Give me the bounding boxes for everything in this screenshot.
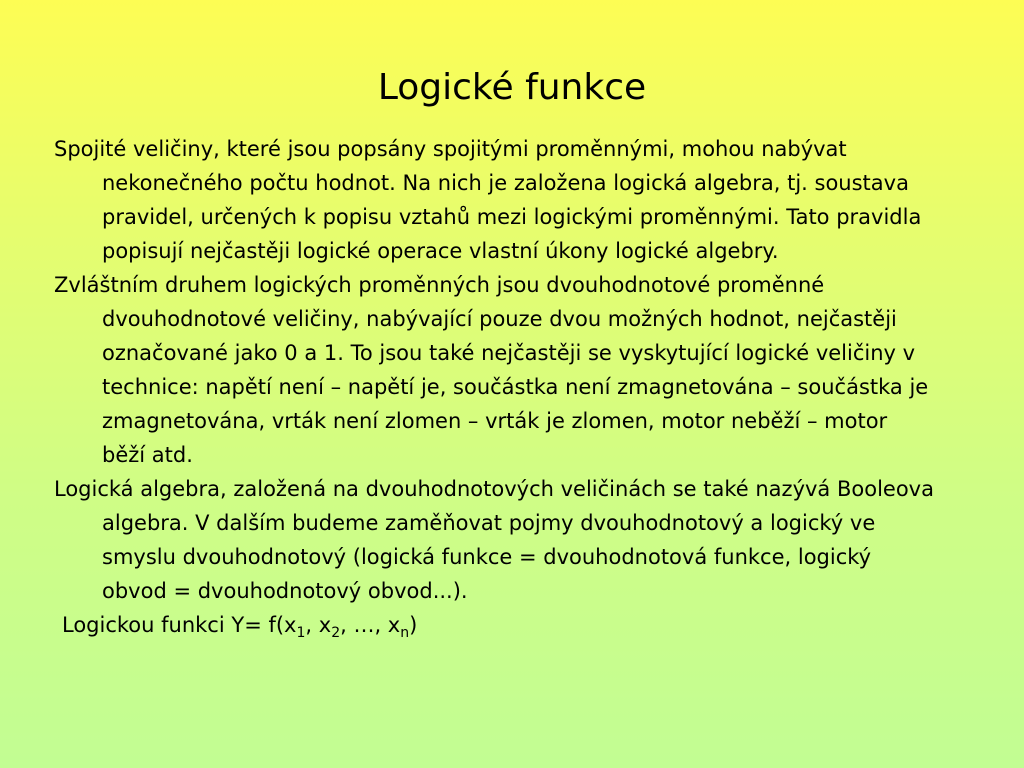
formula-subscript-2: 2 xyxy=(331,625,341,642)
slide-body xyxy=(54,132,934,642)
paragraph-two-valued-variables: Zvláštním druhem logických proměnných jsou dvouhodnotové proměnné dvouhodnotové veličiny, nabývající pouze dvou možných hodnot, nejčastěji označované jako 0 a 1. To jsou také nejčastěji se vyskytující logické veličiny v technice: napětí není – napětí je, součástka není zmagnetována – součástka je zmagnetována, vrták není zlomen – vrták je zlomen, motor neběží – motor běží atd. xyxy=(54,273,929,467)
formula-suffix: ) xyxy=(409,613,418,637)
formula-separator-2: , …, x xyxy=(340,613,401,637)
paragraph-boolean-algebra: Logická algebra, založená na dvouhodnotových veličinách se také nazývá Booleova algebra. V dalším budeme zaměňovat pojmy dvouhodnotový a logický ve smyslu dvouhodnotový (logická funkce = dvouhodnotová funkce, logický obvod = dvouhodnotový obvod...). xyxy=(54,477,934,603)
formula-subscript-n: n xyxy=(400,625,410,642)
formula-prefix: Logickou funkci Y= f(x xyxy=(62,613,297,637)
formula-separator-1: , x xyxy=(305,613,332,637)
paragraph-continuous-quantities: Spojité veličiny, které jsou popsány spojitými proměnnými, mohou nabývat nekonečného počtu hodnot. Na nich je založena logická algebra, tj. soustava pravidel, určených k popisu vztahů mezi logickými proměnnými. Tato pravidla popisují nejčastěji logické operace vlastní úkony logické algebry. xyxy=(54,137,922,263)
formula-subscript-1: 1 xyxy=(296,625,306,642)
slide-title: Logické funkce xyxy=(377,67,647,108)
logic-function-formula xyxy=(54,608,934,642)
